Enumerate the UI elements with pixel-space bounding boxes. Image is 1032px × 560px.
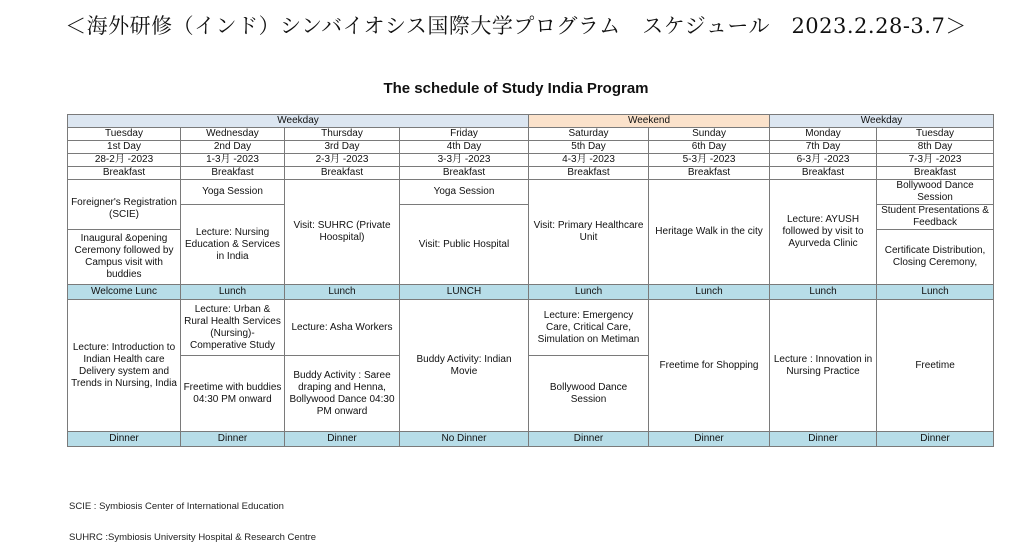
period-band-row: [68, 115, 994, 128]
date-cell: 4-3月 -2023: [529, 154, 649, 167]
activity-cell: Freetime with buddies 04:30 PM onward: [181, 356, 285, 432]
activity-cell: Heritage Walk in the city: [649, 180, 770, 285]
lunch-row: [68, 285, 994, 300]
breakfast-cell: Breakfast: [529, 167, 649, 180]
day-number-cell: 5th Day: [529, 141, 649, 154]
weekday-band: Weekday: [68, 115, 529, 128]
lunch-cell: Lunch: [649, 285, 770, 300]
lunch-cell: LUNCH: [400, 285, 529, 300]
activity-cell: Student Presentations & Feedback: [877, 205, 994, 230]
breakfast-cell: Breakfast: [68, 167, 181, 180]
date-cell: 5-3月 -2023: [649, 154, 770, 167]
footnote-suhrc: SUHRC :Symbiosis University Hospital & Research Centre: [69, 532, 317, 543]
date-cell: 6-3月 -2023: [770, 154, 877, 167]
day-cell: Tuesday: [877, 128, 994, 141]
morning-row: [68, 180, 994, 205]
day-number-cell: 6th Day: [649, 141, 770, 154]
day-number-row: [68, 141, 994, 154]
date-cell: 7-3月 -2023: [877, 154, 994, 167]
day-cell: Tuesday: [68, 128, 181, 141]
dinner-cell: Dinner: [649, 432, 770, 447]
schedule-title: The schedule of Study India Program: [383, 80, 649, 97]
breakfast-cell: Breakfast: [770, 167, 877, 180]
activity-cell: Lecture: Urban & Rural Health Services (Nursing)- Comperative Study: [181, 300, 285, 356]
activity-cell: Certificate Distribution, Closing Ceremony,: [877, 230, 994, 285]
activity-cell: Visit: Public Hospital: [400, 205, 529, 285]
breakfast-row: [68, 167, 994, 180]
activity-cell: Lecture : Innovation in Nursing Practice: [770, 300, 877, 432]
day-number-cell: 2nd Day: [181, 141, 285, 154]
footnote-scie: SCIE : Symbiosis Center of International Education: [69, 501, 284, 512]
schedule-table: [67, 114, 994, 447]
activity-cell: Visit: Primary Healthcare Unit: [529, 180, 649, 285]
activity-cell: Lecture: Introduction to Indian Health care Delivery system and Trends in Nursing, India: [68, 300, 181, 432]
dinner-cell: Dinner: [68, 432, 181, 447]
activity-cell: Buddy Activity : Saree draping and Henna, Bollywood Dance 04:30 PM onward: [285, 356, 400, 432]
day-cell: Friday: [400, 128, 529, 141]
activity-cell: Buddy Activity: Indian Movie: [400, 300, 529, 432]
day-number-cell: 3rd Day: [285, 141, 400, 154]
dinner-cell: No Dinner: [400, 432, 529, 447]
activity-cell: Visit: SUHRC (Private Hoospital): [285, 180, 400, 285]
date-cell: 3-3月 -2023: [400, 154, 529, 167]
day-number-cell: 4th Day: [400, 141, 529, 154]
day-cell: Monday: [770, 128, 877, 141]
weekend-band: Weekend: [529, 115, 770, 128]
date-cell: 28-2月 -2023: [68, 154, 181, 167]
day-cell: Thursday: [285, 128, 400, 141]
document-title: ＜海外研修（インド）シンバイオシス国際大学プログラム スケジュール 2023.2.28-3.7＞: [65, 14, 967, 38]
lunch-cell: Lunch: [877, 285, 994, 300]
dinner-row: [68, 432, 994, 447]
date-cell: 2-3月 -2023: [285, 154, 400, 167]
activity-cell: Foreigner's Registration (SCIE): [68, 180, 181, 230]
activity-cell: Yoga Session: [400, 180, 529, 205]
dinner-cell: Dinner: [770, 432, 877, 447]
day-cell: Sunday: [649, 128, 770, 141]
weekday-row: [68, 128, 994, 141]
date-row: [68, 154, 994, 167]
activity-cell: Inaugural &opening Ceremony followed by Campus visit with buddies: [68, 230, 181, 285]
day-cell: Saturday: [529, 128, 649, 141]
lunch-cell: Lunch: [285, 285, 400, 300]
activity-cell: Bollywood Dance Session: [877, 180, 994, 205]
activity-cell: Freetime for Shopping: [649, 300, 770, 432]
dinner-cell: Dinner: [529, 432, 649, 447]
weekday-band: Weekday: [770, 115, 994, 128]
day-cell: Wednesday: [181, 128, 285, 141]
activity-cell: Yoga Session: [181, 180, 285, 205]
dinner-cell: Dinner: [285, 432, 400, 447]
lunch-cell: Lunch: [529, 285, 649, 300]
day-number-cell: 1st Day: [68, 141, 181, 154]
breakfast-cell: Breakfast: [181, 167, 285, 180]
activity-cell: Lecture: AYUSH followed by visit to Ayurveda Clinic: [770, 180, 877, 285]
activity-cell: Lecture: Asha Workers: [285, 300, 400, 356]
breakfast-cell: Breakfast: [877, 167, 994, 180]
lunch-cell: Lunch: [181, 285, 285, 300]
dinner-cell: Dinner: [877, 432, 994, 447]
day-number-cell: 7th Day: [770, 141, 877, 154]
activity-cell: Lecture: Emergency Care, Critical Care, Simulation on Metiman: [529, 300, 649, 356]
lunch-cell: Lunch: [770, 285, 877, 300]
activity-cell: Freetime: [877, 300, 994, 432]
date-cell: 1-3月 -2023: [181, 154, 285, 167]
dinner-cell: Dinner: [181, 432, 285, 447]
afternoon-row: [68, 300, 994, 356]
activity-cell: Bollywood Dance Session: [529, 356, 649, 432]
breakfast-cell: Breakfast: [649, 167, 770, 180]
lunch-cell: Welcome Lunc: [68, 285, 181, 300]
activity-cell: Lecture: Nursing Education & Services in India: [181, 205, 285, 285]
breakfast-cell: Breakfast: [400, 167, 529, 180]
breakfast-cell: Breakfast: [285, 167, 400, 180]
day-number-cell: 8th Day: [877, 141, 994, 154]
